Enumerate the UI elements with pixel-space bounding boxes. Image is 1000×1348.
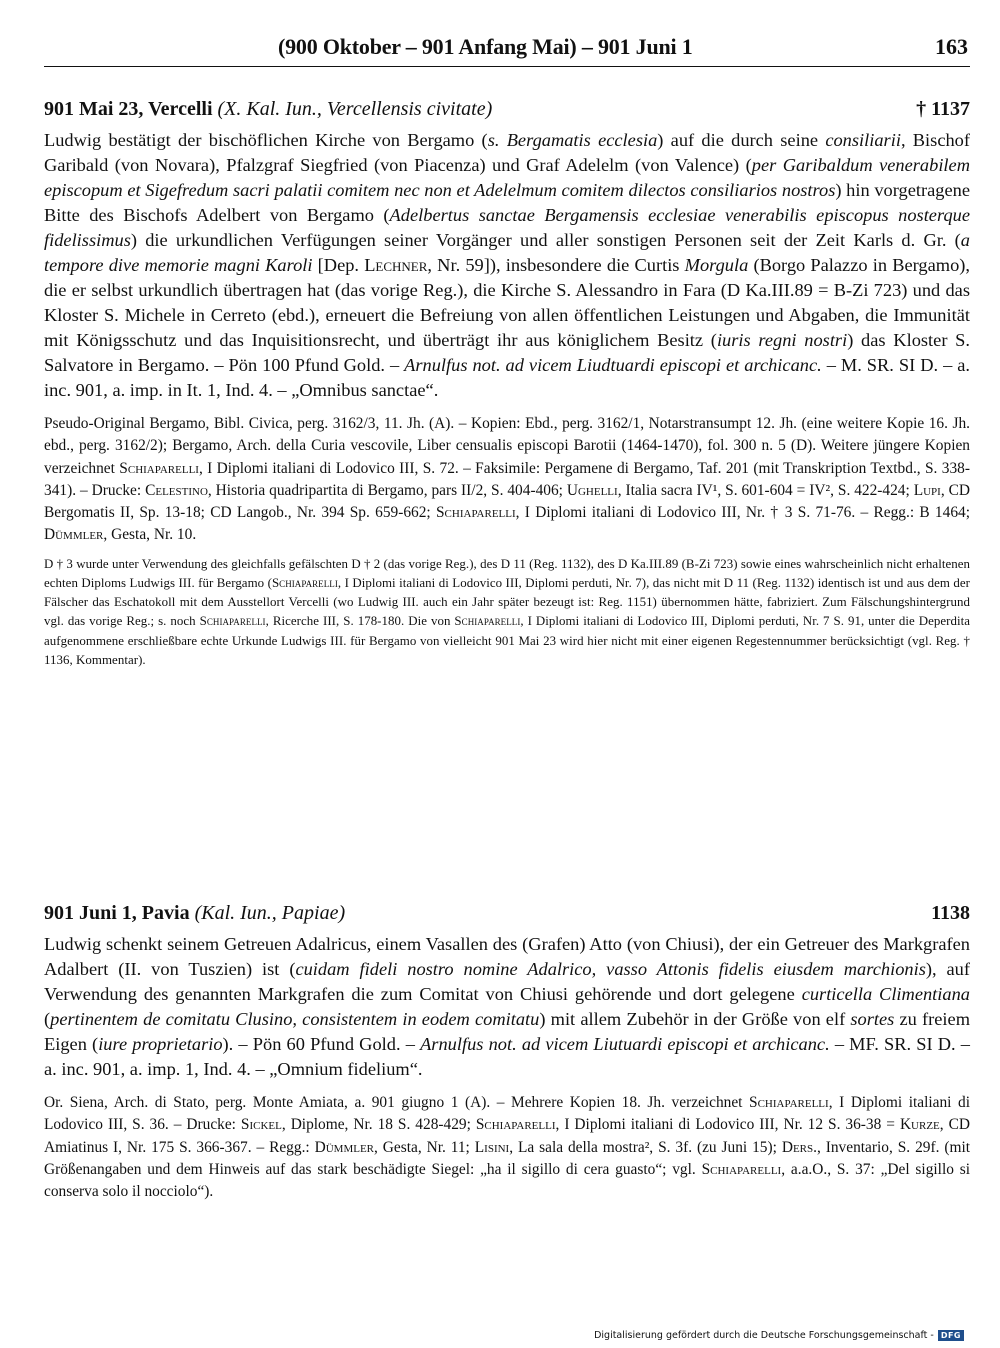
entry-summary: Ludwig bestätigt der bischöflichen Kirche von Bergamo (s. Bergamatis ecclesia) auf die durch seine consiliarii, Bischof Garibald (von Novara), Pfalzgraf Siegfried (von Piacenza) und Graf Adelelm (von Valence) (per Garibaldum venerabilem episcopum et Sigefredum sacri palatii comitem nec non et Adelelmum comitem dilectos consiliarios nostros) hin vorgetragene Bitte des Bischofs Adelbert von Bergamo (Adelbertus sanctae Bergamensis ecclesiae venerabilis episcopus nosterque fidelissimus) die urkundlichen Verfügungen seiner Vorgänger und aller sonstigen Personen seit der Zeit Karls d. Gr. (a tempore dive memorie magni Karoli [Dep. Lechner, Nr. 59]), insbesondere die Curtis Morgula (Borgo Palazzo in Bergamo), die er selbst urkundlich übertragen hat (das vorige Reg.), die Kirche S. Alessandro in Fara (D Ka.III.89 = B-Zi 723) und das Kloster S. Michele in Cerreto (ebd.), erneuert die Befreiung von allen öffentlichen Leistungen und Abgaben, die Immunität mit Königsschutz und das Inquisitionsrecht, und überträgt ihr aus königlichem Besitz (iuris regni nostri) das Kloster S. Salvatore in Bergamo. – Pön 100 Pfund Gold. – Arnulfus not. ad vicem Liudtuardi episcopi et archicanc. – M. SR. SI D. – a. inc. 901, a. imp. in It. 1, Ind. 4. – „Omnibus sanctae“. <box>44 130 971 400</box>
entry-commentary: D † 3 wurde unter Verwendung des gleichfalls gefälschten D † 2 (das vorige Reg.), des D 11 (Reg. 1132), des D Ka.III.89 (B-Zi 723) sowie eines wahrscheinlich nicht erhaltenen echten Diploms Ludwigs III. für Bergamo (Schiaparelli, I Diplomi italiani di Lodovico III, Diplomi perduti, Nr. 7), das nicht mit D 11 (Reg. 1132) identisch ist und aus dem der Fälscher das Eschatokoll mit dem Ausstellort Vercelli (wo Ludwig III. auch ein Jahr später bezeugt ist: Reg. 1151) übernommen hätte, fabriziert. Zum Fälschungshintergrund vgl. das vorige Reg.; s. noch Schiaparelli, Ricerche III, S. 178-180. Die von Schiaparelli, I Diplomi italiani di Lodovico III, Diplomi perduti, Nr. 7 S. 91, unter die Deperdita aufgenommene erschließbare echte Urkunde Ludwigs III. für Bergamo von vielleicht 901 Mai 23 wird hier nicht mit einer eigenen Regestennummer berücksichtigt (vgl. Reg. † 1136, Kommentar). <box>44 556 971 667</box>
regest-entry-1138 <box>44 900 970 1211</box>
footer-credit <box>594 1330 964 1341</box>
entry-number: † 1137 <box>916 98 970 120</box>
entry-heading <box>44 96 970 122</box>
entry-heading <box>44 900 970 926</box>
running-head <box>44 34 970 70</box>
entry-tradition: Or. Siena, Arch. di Stato, perg. Monte Amiata, a. 901 giugno 1 (A). – Mehrere Kopien 18. Jh. verzeichnet Schiaparelli, I Diplomi italiani di Lodovico III, S. 36. – Drucke: Sickel, Diplome, Nr. 18 S. 428-429; Schiaparelli, I Diplomi italiani di Lodovico III, Nr. 12 S. 36-38 = Kurze, CD Amiatinus I, Nr. 175 S. 366-367. – Regg.: Dümmler, Gesta, Nr. 11; Lisini, La sala della mostra², S. 3f. (zu Juni 15); Ders., Inventario, S. 29f. (mit Größenangaben und dem Hinweis auf das stark beschädigte Siegel: „ha il sigillo di cera guasto“; vgl. Schiaparelli, a.a.O., S. 37: „Del sigillo si conserva solo il nocciolo“). <box>44 1094 970 1201</box>
entry-date-place: 901 Mai 23, Vercelli <box>44 98 213 120</box>
entry-number: 1138 <box>931 902 970 924</box>
running-head-title: (900 Oktober – 901 Anfang Mai) – 901 Juni 1 <box>278 34 693 59</box>
entry-summary: Ludwig schenkt seinem Getreuen Adalricus, einem Vasallen des (Grafen) Atto (von Chiusi), der ein Getreuer des Markgrafen Adalbert (II. von Tuszien) ist (cuidam fideli nostro nomine Adalrico, vasso Attonis fidelis eiusdem marchionis), auf Verwendung des genannten Markgrafen die zum Comitat von Chiusi gehörende und dort gelegene curticella Climentiana (pertinentem de comitatu Clusino, consistentem in eodem comitatu) mit allem Zubehör in der Größe von elf sortes zu freiem Eigen (iure proprietario). – Pön 60 Pfund Gold. – Arnulfus not. ad vicem Liutuardi episcopi et archicanc. – MF. SR. SI D. – a. inc. 901, a. imp. 1, Ind. 4. – „Omnium fidelium“. <box>44 934 971 1079</box>
entry-latin-date: (Kal. Iun., Papiae) <box>194 902 346 924</box>
entry-date-place: 901 Juni 1, Pavia <box>44 902 190 924</box>
entry-latin-date: (X. Kal. Iun., Vercellensis civitate) <box>217 98 493 120</box>
regest-entry-1137 <box>44 96 970 670</box>
page-number: 163 <box>935 34 968 59</box>
footer-text: Digitalisierung gefördert durch die Deutsche Forschungsgemeinschaft - <box>594 1330 934 1341</box>
header-rule <box>44 66 970 67</box>
dfg-logo-icon: DFG <box>938 1330 964 1341</box>
entry-tradition: Pseudo-Original Bergamo, Bibl. Civica, perg. 3162/3, 11. Jh. (A). – Kopien: Ebd., perg. 3162/1, Notarstransumpt 12. Jh. (eine weitere Kopie 16. Jh. ebd., perg. 3162/2); Bergamo, Arch. della Curia vescovile, Liber censualis episcopi Barotii (1464-1470), fol. 300 n. 5 (D). Weitere jüngere Kopien verzeichnet Schiaparelli, I Diplomi italiani di Lodovico III, S. 72. – Faksimile: Pergamene di Bergamo, Taf. 201 (mit Transkription Textbd., S. 338-341). – Drucke: Celestino, Historia quadripartita di Bergamo, pars II/2, S. 404-406; Ughelli, Italia sacra IV¹, S. 601-604 = IV², S. 422-424; Lupi, CD Bergomatis II, Sp. 13-18; CD Langob., Nr. 394 Sp. 659-662; Schiaparelli, I Diplomi italiani di Lodovico III, Nr. † 3 S. 71-76. – Regg.: B 1464; Dümmler, Gesta, Nr. 10. <box>44 415 970 544</box>
